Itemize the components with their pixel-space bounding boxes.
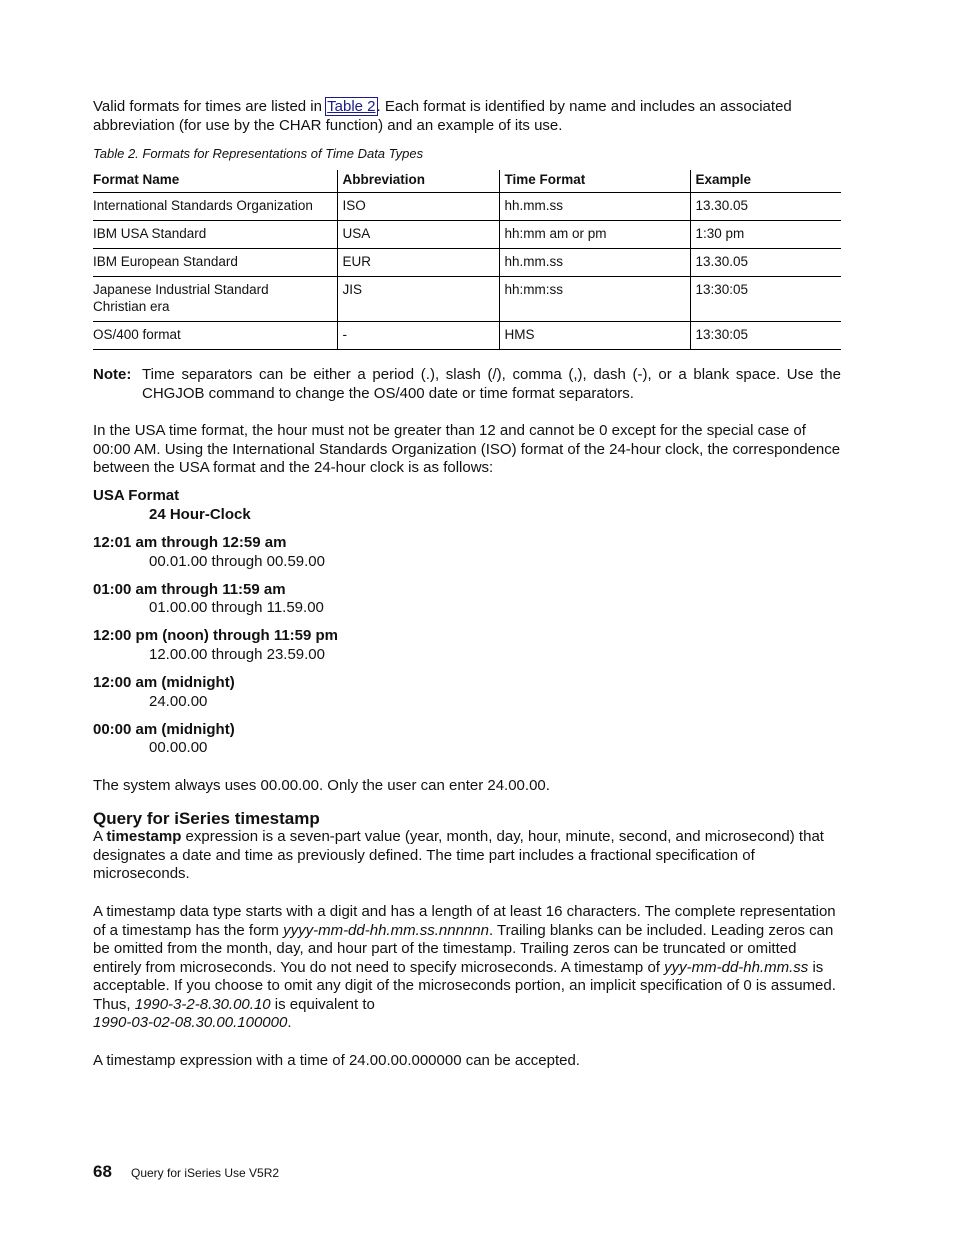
text: A: [93, 828, 107, 845]
intro-paragraph: [93, 98, 841, 135]
header-example: Example: [690, 170, 841, 193]
text: is equivalent to: [270, 995, 375, 1013]
table-cell: 13.30.05: [690, 193, 841, 221]
deflist-def: 12.00.00 through 23.59.00: [149, 646, 325, 663]
table-cell: OS/400 format: [93, 322, 337, 350]
table-cell: USA: [337, 221, 499, 249]
table-cell: EUR: [337, 249, 499, 277]
table-cell: 13:30:05: [690, 277, 841, 322]
deflist-def: 24.00.00: [149, 693, 208, 710]
table-cell: HMS: [499, 322, 690, 350]
table-cell: IBM European Standard: [93, 249, 337, 277]
table-cell: [93, 277, 337, 322]
text: A timestamp data type starts with a digit and has a length of at least 16 characters. The complete representation of a timestamp has the form: [93, 903, 836, 939]
table-row: [93, 322, 841, 350]
table-header-row: [93, 170, 841, 193]
text: .: [287, 1014, 292, 1031]
deflist-def: 00.01.00 through 00.59.00: [149, 553, 325, 570]
table-caption: Table 2. Formats for Representations of Time Data Types: [93, 146, 424, 161]
book-title: Query for iSeries Use V5R2: [131, 1166, 280, 1180]
timestamp-paragraph-1: [93, 828, 841, 884]
deflist-term: 01:00 am through 11:59 am: [93, 581, 286, 598]
timestamp-example: yyy-mm-dd-hh.mm.ss: [664, 958, 809, 976]
header-abbreviation: Abbreviation: [337, 170, 499, 193]
timestamp-paragraph-3: A timestamp expression with a time of 24.00.00.000000 can be accepted.: [93, 1052, 580, 1069]
table-cell: hh.mm.ss: [499, 193, 690, 221]
text: is acceptable. If you choose to omit any digit of the microseconds portion, an implicit specification of 0 is assumed. Thus,: [93, 958, 836, 1013]
table-cell: hh:mm:ss: [499, 277, 690, 322]
text: . Trailing blanks can be included. Leading zeros can be omitted from the month, day, and hour part of the timestamp. Trailing zeros can be truncated or omitted entirely from microseconds. You do not need to specify microseconds. A timestamp of: [93, 921, 834, 976]
intro-text-before: Valid formats for times are listed in: [93, 98, 327, 115]
table-row: [93, 249, 841, 277]
deflist-term: 12:00 pm (noon) through 11:59 pm: [93, 627, 339, 644]
note-text: Time separators can be either a period (.), slash (/), comma (,), dash (-), or a blank space. Use the CHGJOB command to change the OS/400 date or time format separators.: [142, 366, 841, 402]
table-cell-text: Japanese Industrial Standard Christian era: [93, 282, 269, 314]
header-time-format: Time Format: [499, 170, 690, 193]
table-row: [93, 277, 841, 322]
page-number: 68: [93, 1162, 112, 1181]
deflist-head-def: 24 Hour-Clock: [149, 506, 251, 523]
table-cell: IBM USA Standard: [93, 221, 337, 249]
table-cell: -: [337, 322, 499, 350]
text: expression is a seven-part value (year, month, day, hour, minute, second, and microsecond) that designates a date and time as previously defined. The time part includes a fractional specification of microseconds.: [93, 828, 824, 882]
section-heading: Query for iSeries timestamp: [93, 809, 320, 828]
table-row: [93, 193, 841, 221]
time-formats-table: [93, 170, 841, 350]
deflist-def: 01.00.00 through 11.59.00: [149, 599, 324, 616]
deflist-def: 00.00.00: [149, 739, 208, 756]
table-cell: hh:mm am or pm: [499, 221, 690, 249]
timestamp-term: timestamp: [106, 828, 182, 845]
note-label: Note:: [93, 366, 132, 383]
table-cell: 1:30 pm: [690, 221, 841, 249]
system-paragraph: The system always uses 00.00.00. Only the user can enter 24.00.00.: [93, 777, 550, 794]
table-cell: JIS: [337, 277, 499, 322]
timestamp-example: 1990-3-2-8.30.00.10: [134, 995, 271, 1013]
deflist-term: 00:00 am (midnight): [93, 721, 235, 738]
table-cell: hh.mm.ss: [499, 249, 690, 277]
timestamp-paragraph-2: [93, 903, 841, 1033]
table-cell: ISO: [337, 193, 499, 221]
table-cell: 13.30.05: [690, 249, 841, 277]
table-cell: 13:30:05: [690, 322, 841, 350]
deflist-term: 12:00 am (midnight): [93, 674, 235, 691]
deflist-term: 12:01 am through 12:59 am: [93, 534, 287, 551]
timestamp-example: 1990-03-02-08.30.00.100000: [93, 1014, 288, 1031]
deflist-head-term: USA Format: [93, 487, 180, 504]
table-2-link[interactable]: Table 2: [327, 98, 376, 115]
table-row: [93, 221, 841, 249]
intro-text-after: . Each format is identified by name and includes an associated abbreviation (for use by the CHAR function) and an example of its use.: [93, 98, 792, 134]
header-format-name: Format Name: [93, 170, 337, 193]
timestamp-form: yyyy-mm-dd-hh.mm.ss.nnnnnn: [283, 921, 489, 939]
usa-format-paragraph: In the USA time format, the hour must not be greater than 12 and cannot be 0 except for the special case of 00:00 AM. Using the International Standards Organization (ISO) format of the 24-hour clock, the correspondence between the USA format and the 24-hour clock is as follows:: [93, 422, 841, 476]
table-cell: International Standards Organization: [93, 193, 337, 221]
